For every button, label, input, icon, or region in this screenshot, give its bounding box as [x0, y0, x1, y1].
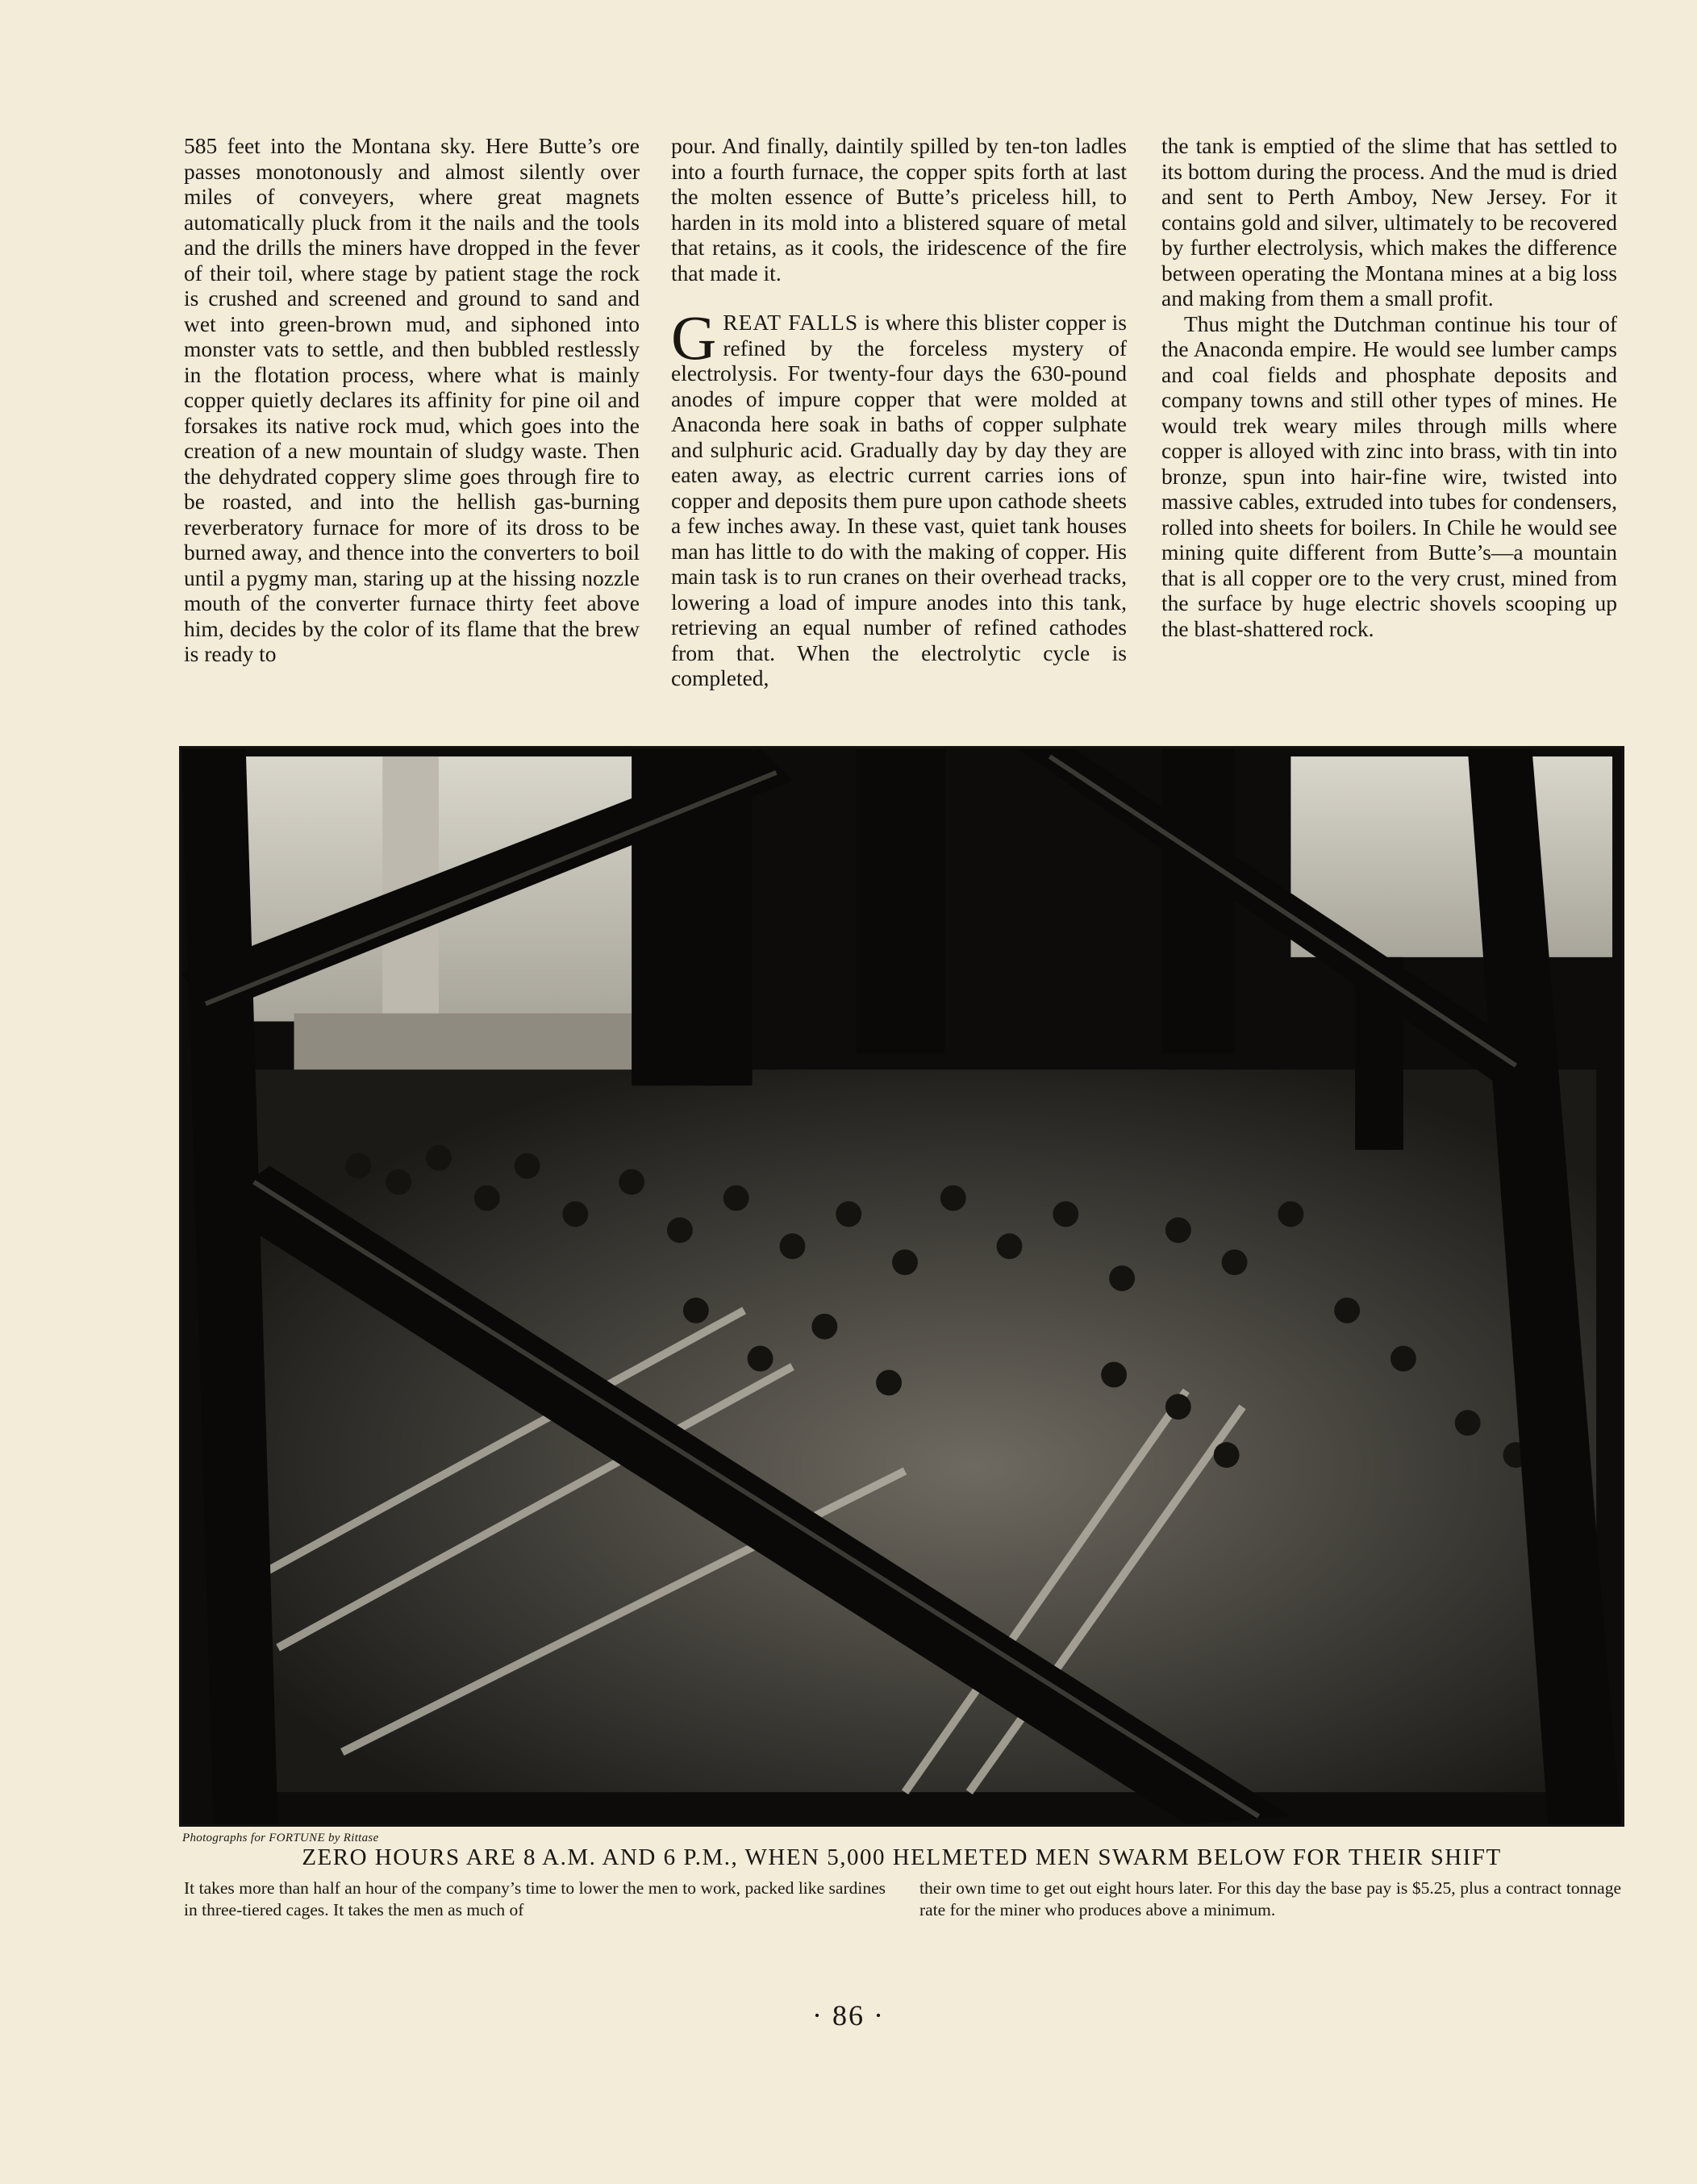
paragraph: pour. And finally, daintily spilled by ten-ton ladles into a fourth furnace, the copper spits forth at last the molten essence of Butte’s priceless hill, to harden in its mold into a blistered square of metal that retains, as it cools, the iridescence of the fire that made it.: [671, 133, 1127, 286]
mine-workers-photograph: [179, 746, 1624, 1827]
section-opening-paragraph: [671, 302, 1128, 691]
photograph-rendering: [181, 748, 1622, 1824]
photo-headline: ZERO HOURS ARE 8 A.M. AND 6 P.M., WHEN 5,000 HELMETED MEN SWARM BELOW FOR THEIR SHIFT: [302, 1844, 1502, 1870]
photo-credit: Photographs for FORTUNE by Rittase: [182, 1832, 379, 1844]
article-column-3: [1161, 133, 1617, 641]
paragraph-text: is where this blister copper is refined by the forceless mystery of electrolysis. For twenty-four days the 630-pound anodes of impure copper that were molded at Anaconda here soak in baths of copper sulphate and sulphuric acid. Gradually day by day they are eaten away, as electric current carries ions of copper and deposits them pure upon cathode sheets a few inches away. In these vast, quiet tank houses man has little to do with the making of copper. His main task is to run cranes on their overhead tracks, lowering a load of impure anodes into this tank, retrieving an equal number of refined cathodes from that. When the electrolytic cycle is completed,: [671, 310, 1128, 690]
lead-in: REAT FALLS: [723, 310, 859, 335]
page-number: · 86 ·: [812, 1999, 885, 2032]
paragraph: 585 feet into the Montana sky. Here Butte’s ore passes monotonously and almost silently over miles of conveyers, where great magnets automatically pluck from it the nails and the tools and the drills the miners have dropped in the fever of their toil, where stage by patient stage the rock is crushed and screened and ground to sand and wet into green-brown mud, and siphoned into monster vats to settle, and then bubbled restlessly in the flotation process, where what is mainly copper quietly declares its affinity for pine oil and forsakes its native rock mud, which goes into the creation of a new mountain of sludgy waste. Then the dehydrated coppery slime goes through fire to be roasted, and into the hellish gas-burning reverberatory furnace for more of its dross to be burned away, and thence into the converters to boil until a pygmy man, staring up at the hissing nozzle mouth of the converter furnace thirty feet above him, decides by the color of its flame that the brew is ready to: [184, 133, 640, 666]
article-column-1: [184, 133, 640, 667]
drop-cap: G: [671, 302, 717, 373]
paragraph: the tank is emptied of the slime that has settled to its bottom during the process. And the mud is dried and sent to Perth Amboy, New Jersey. For it contains gold and silver, ultimately to be recovered by further electrolysis, which makes the difference between operating the Montana mines at a big loss and making from them a small profit.: [1161, 133, 1617, 311]
photo-caption-right: their own time to get out eight hours later. For this day the base pay is $5.25, plus a contract tonnage rate for the miner who produces above a minimum.: [919, 1878, 1621, 1919]
article-column-2: [671, 133, 1127, 691]
paragraph: Thus might the Dutchman continue his tour of the Anaconda empire. He would see lumber camps and coal fields and phosphate deposits and company towns and still other types of mines. He would trek weary miles through mills where copper is alloyed with zinc into brass, with tin into bronze, spun into hair-fine wire, twisted into massive cables, extruded into tubes for condensers, rolled into sheets for boilers. In Chile he would see mining quite different from Butte’s—a mountain that is all copper ore to the very crust, mined from the surface by huge electric shovels scooping up the blast-shattered rock.: [1161, 311, 1617, 641]
photo-caption-left: It takes more than half an hour of the company’s time to lower the men to work, packed like sardines in three-tiered cages. It takes the men as much of: [184, 1878, 886, 1919]
